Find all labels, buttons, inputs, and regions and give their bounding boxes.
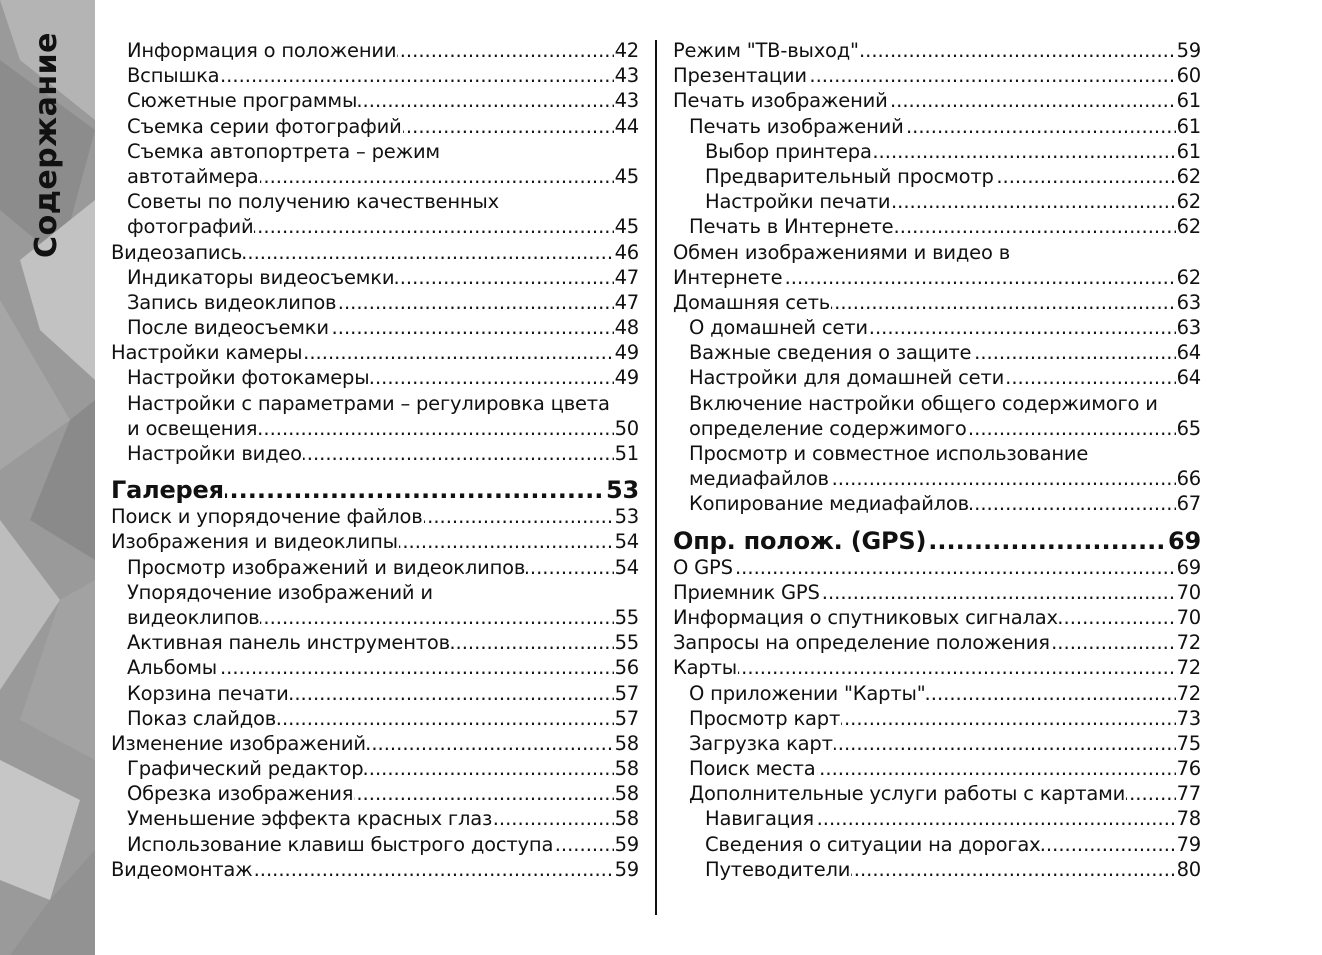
toc-entry[interactable] [689,706,1201,731]
toc-entry-title: Обмен изображениями и видео в [673,240,1010,264]
toc-entry[interactable] [127,88,639,113]
toc-entry-title: О приложении "Карты" [689,681,926,705]
toc-entry-title: Домашняя сеть [673,290,831,314]
toc-entry-title: Просмотр карт [689,706,841,730]
toc-page-number: 59 [1176,39,1201,62]
toc-entry[interactable] [111,857,639,882]
toc-entry-title: Печать изображений [689,114,904,138]
toc-page-number: 62 [1176,265,1201,289]
toc-page-number: 47 [614,265,639,289]
toc-entry[interactable] [127,706,639,731]
toc-entry-title: После видеосъемки [127,316,329,340]
toc-page-number: 54 [614,530,639,554]
toc-entry[interactable] [705,164,1201,189]
toc-page-number: 49 [614,341,639,365]
toc-page-number: 59 [614,832,639,856]
toc-entry-title: Обрезка изображения [127,782,354,806]
toc-entry[interactable] [127,555,639,580]
toc-section-heading[interactable] [673,527,1201,555]
toc-page-number: 72 [1176,656,1201,680]
toc-page-number: 43 [614,64,639,88]
toc-entry[interactable] [127,630,639,655]
toc-page-number: 76 [1176,757,1201,781]
toc-page-number: 58 [614,782,639,806]
toc-entry-title: Изображения и видеоклипы [111,530,398,554]
toc-entry-title: Видеомонтаж [111,857,253,881]
toc-section-heading[interactable] [111,476,639,504]
toc-entry[interactable] [689,681,1201,706]
toc-page-number: 53 [606,476,639,505]
toc-page-number: 72 [1176,631,1201,655]
toc-entry-title: фотографий [127,215,254,239]
toc-entry[interactable] [127,756,639,781]
toc-page-number: 62 [1176,190,1201,214]
toc-entry[interactable] [127,214,639,239]
toc-entry-title: Съемка серии фотографий [127,114,402,138]
toc-entry-title: Копирование медиафайлов [689,492,969,516]
toc-entry-title: Опр. полож. (GPS) [673,526,927,555]
toc-entry[interactable] [127,391,639,416]
toc-entry[interactable] [689,340,1201,365]
toc-entry[interactable] [127,290,639,315]
toc-entry-title: Важные сведения о защите [689,341,972,365]
column-divider [655,40,657,915]
toc-entry[interactable] [127,806,639,831]
toc-entry[interactable] [705,189,1201,214]
toc-entry[interactable] [127,114,639,139]
toc-entry[interactable] [673,605,1201,630]
toc-entry[interactable] [111,504,639,529]
toc-entry-title: Настройки для домашней сети [689,366,1005,390]
toc-page-number: 50 [614,416,639,440]
toc-entry[interactable] [673,265,1201,290]
toc-entry[interactable] [705,832,1201,857]
toc-page-number: 58 [614,807,639,831]
toc-entry[interactable] [127,781,639,806]
toc-entry-title: Изменение изображений [111,731,366,755]
toc-entry[interactable] [127,189,639,214]
toc-entry[interactable] [673,655,1201,680]
toc-entry[interactable] [673,38,1201,63]
toc-entry-title: Поиск места [689,757,816,781]
toc-entry[interactable] [689,781,1201,806]
toc-page-number: 43 [614,89,639,113]
toc-page-number: 70 [1176,580,1201,604]
toc-entry-title: Активная панель инструментов [127,631,450,655]
toc-page-number: 63 [1176,316,1201,340]
toc-page-number: 56 [614,656,639,680]
toc-entry[interactable] [673,240,1201,265]
toc-entry[interactable] [689,491,1201,516]
toc-right-column [673,38,1201,882]
toc-page-number: 53 [614,505,639,529]
toc-entry[interactable] [127,681,639,706]
toc-entry-title: Презентации [673,64,807,88]
toc-entry-title: Просмотр изображений и видеоклипов [127,555,526,579]
toc-page-number: 69 [1176,555,1201,579]
toc-entry[interactable] [127,265,639,290]
toc-page-number: 45 [614,164,639,188]
toc-page-number: 59 [614,857,639,881]
toc-page-number: 60 [1176,64,1201,88]
toc-entry[interactable] [705,857,1201,882]
toc-entry-title: Запросы на определение положения [673,631,1050,655]
toc-page-number: 66 [1176,467,1201,491]
toc-entry-title: Печать в Интернете [689,215,894,239]
toc-entry-title: Альбомы [127,656,217,680]
toc-page-number: 55 [614,605,639,629]
toc-entry[interactable] [689,416,1201,441]
toc-entry[interactable] [689,365,1201,390]
toc-entry[interactable] [689,214,1201,239]
toc-entry-title: Упорядочение изображений и [127,580,433,604]
toc-entry[interactable] [111,340,639,365]
toc-page-number: 62 [1176,215,1201,239]
toc-entry-title: Выбор принтера [705,139,872,163]
toc-entry[interactable] [689,441,1201,466]
toc-entry-title: Сюжетные программы [127,89,358,113]
toc-entry[interactable] [689,466,1201,491]
toc-entry[interactable] [689,114,1201,139]
toc-page-number: 42 [614,39,639,62]
toc-entry[interactable] [111,529,639,554]
toc-entry[interactable] [127,38,639,63]
toc-entry-title: Показ слайдов [127,706,277,730]
toc-entry-title: Использование клавиш быстрого доступа [127,832,554,856]
toc-entry[interactable] [127,832,639,857]
toc-page-number: 75 [1176,731,1201,755]
toc-entry[interactable] [673,88,1201,113]
toc-entry-title: Настройки камеры [111,341,303,365]
toc-entry[interactable] [689,731,1201,756]
toc-entry-title: Настройки с параметрами – регулировка цвета [127,391,610,415]
toc-entry-title: Включение настройки общего содержимого и [689,391,1158,415]
toc-page-number: 51 [614,442,639,465]
toc-entry[interactable] [111,240,639,265]
toc-entry[interactable] [689,391,1201,416]
toc-page-number: 61 [1176,89,1201,113]
toc-page-number: 48 [614,316,639,340]
toc-entry-title: О домашней сети [689,316,868,340]
toc-page-number: 65 [1176,416,1201,440]
toc-page-number: 80 [1176,857,1201,881]
toc-entry[interactable] [127,139,639,164]
toc-entry-title: автотаймера [127,164,259,188]
toc-entry[interactable] [127,416,639,441]
toc-entry[interactable] [127,605,639,630]
toc-entry-title: определение содержимого [689,416,967,440]
toc-entry-title: Приемник GPS [673,580,820,604]
toc-entry-title: Дополнительные услуги работы с картами [689,782,1126,806]
toc-entry-title: Индикаторы видеосъемки [127,265,395,289]
section-title-vertical: Содержание [29,32,64,258]
toc-entry[interactable] [705,806,1201,831]
toc-page-number: 77 [1176,782,1201,806]
toc-entry-title: видеоклипов [127,605,260,629]
toc-entry-title: Сведения о ситуации на дорогах [705,832,1041,856]
toc-entry[interactable] [127,315,639,340]
side-decorative-band [0,0,95,955]
toc-entry[interactable] [127,63,639,88]
toc-entry-title: Настройки печати [705,190,891,214]
toc-entry-title: Карты [673,656,737,680]
toc-entry[interactable] [673,290,1201,315]
toc-left-column [111,38,639,882]
toc-entry[interactable] [127,580,639,605]
toc-entry-title: Предварительный просмотр [705,164,994,188]
toc-page-number: 58 [614,757,639,781]
toc-entry[interactable] [705,139,1201,164]
toc-entry-title: Настройки фотокамеры [127,366,370,390]
toc-page-number: 64 [1176,341,1201,365]
toc-entry-title: Загрузка карт [689,731,833,755]
toc-page-number: 57 [614,681,639,705]
toc-entry-title: медиафайлов [689,467,829,491]
toc-entry-title: Информация о положении [127,39,397,62]
toc-entry-title: Корзина печати [127,681,289,705]
toc-entry[interactable] [127,655,639,680]
toc-entry-title: Галерея [111,476,224,505]
toc-entry-title: О GPS [673,555,733,579]
toc-page-number: 61 [1176,139,1201,163]
toc-page-number: 63 [1176,290,1201,314]
toc-entry-title: Видеозапись [111,240,243,264]
toc-entry[interactable] [673,580,1201,605]
toc-entry-title: Информация о спутниковых сигналах [673,605,1058,629]
toc-entry-title: Просмотр и совместное использование [689,442,1089,465]
toc-entry[interactable] [673,555,1201,580]
toc-page-number: 69 [1168,526,1201,555]
toc-entry[interactable] [673,63,1201,88]
toc-page-number: 49 [614,366,639,390]
toc-page-number: 55 [614,631,639,655]
toc-page-number: 64 [1176,366,1201,390]
toc-page-number: 79 [1176,832,1201,856]
toc-entry-title: Интернете [673,265,783,289]
toc-page-number: 62 [1176,164,1201,188]
toc-entry[interactable] [111,731,639,756]
toc-page-number: 58 [614,731,639,755]
toc-entry-title: Уменьшение эффекта красных глаз [127,807,493,831]
toc-page-number: 54 [614,555,639,579]
toc-entry-title: Путеводители [705,857,851,881]
toc-page-number: 72 [1176,681,1201,705]
toc-entry-title: Съемка автопортрета – режим [127,139,440,163]
toc-entry-title: Советы по получению качественных [127,190,499,214]
toc-entry-title: Режим "ТВ-выход" [673,39,859,62]
toc-entry[interactable] [689,315,1201,340]
toc-page-number: 47 [614,290,639,314]
toc-page-number: 45 [614,215,639,239]
toc-entry[interactable] [673,630,1201,655]
toc-entry-title: Запись видеоклипов [127,290,337,314]
toc-page-number: 44 [614,114,639,138]
toc-page-number: 70 [1176,605,1201,629]
toc-page-number: 73 [1176,706,1201,730]
toc-entry[interactable] [689,756,1201,781]
toc-entry-title: Настройки видео [127,442,302,465]
toc-page-number: 57 [614,706,639,730]
toc-entry-title: Печать изображений [673,89,888,113]
toc-entry[interactable] [127,164,639,189]
toc-entry-title: Поиск и упорядочение файлов [111,505,423,529]
toc-entry-title: Графический редактор [127,757,364,781]
toc-entry-title: и освещения [127,416,258,440]
toc-page-number: 61 [1176,114,1201,138]
toc-page-number: 78 [1176,807,1201,831]
toc-page-number: 67 [1176,492,1201,516]
toc-entry[interactable] [127,365,639,390]
toc-entry[interactable] [127,441,639,466]
toc-entry-title: Навигация [705,807,814,831]
toc-entry-title: Вспышка [127,64,220,88]
toc-page-number: 46 [614,240,639,264]
